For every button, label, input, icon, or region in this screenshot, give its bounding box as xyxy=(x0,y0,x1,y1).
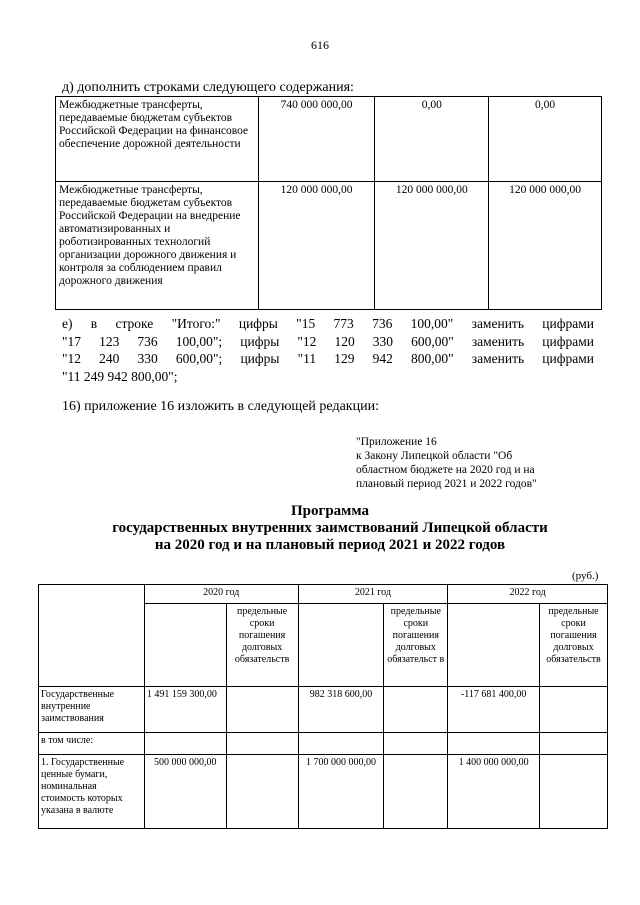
header-amount-2021 xyxy=(298,604,384,687)
terms-2022 xyxy=(539,755,607,829)
terms-2020 xyxy=(226,687,298,733)
header-terms-2020: предельные сроки погашения долговых обязательств xyxy=(226,604,298,687)
text-e xyxy=(62,315,594,385)
terms-2020 xyxy=(226,733,298,755)
terms-2022 xyxy=(539,687,607,733)
table-row xyxy=(39,733,608,755)
title-line: государственных внутренних заимствований Липецкой области xyxy=(112,520,548,536)
borrowing-program-table xyxy=(38,584,608,829)
value-2022: 0,00 xyxy=(489,97,602,182)
page-number: 616 xyxy=(311,38,329,52)
row-name: Межбюджетные трансферты, передаваемые бюджетам субъектов Российской Федерации на финансовое обеспечение дорожной деятельности xyxy=(56,97,259,182)
appendix-note-line: плановый период 2021 и 2022 годов" xyxy=(356,478,537,490)
header-row xyxy=(39,585,608,604)
value-2020: 740 000 000,00 xyxy=(258,97,375,182)
text-e-line: "11 249 942 800,00"; xyxy=(62,368,178,384)
row-name: Межбюджетные трансферты, передаваемые бюджетам субъектов Российской Федерации на внедрение автоматизированных и роботизированных технологий организации дорожного движения и контроля за соблюдением правил дорожного движения xyxy=(56,182,259,310)
intro-text-d: д) дополнить строками следующего содержания: xyxy=(62,80,354,95)
header-terms-2022: предельные сроки погашения долговых обязательств xyxy=(539,604,607,687)
value-2022: 1 400 000 000,00 xyxy=(448,755,540,829)
terms-2022 xyxy=(539,733,607,755)
terms-2021 xyxy=(384,733,448,755)
row-name: 1. Государственные ценные бумаги, номинальная стоимость которых указана в валюте xyxy=(39,755,145,829)
value-2020: 120 000 000,00 xyxy=(258,182,375,310)
transfers-table xyxy=(55,96,602,310)
header-empty-cell xyxy=(39,585,145,687)
header-amount-2020 xyxy=(144,604,226,687)
value-2020 xyxy=(144,733,226,755)
text-16: 16) приложение 16 изложить в следующей редакции: xyxy=(62,399,379,414)
header-terms-2021: предельные сроки погашения долговых обязательст в xyxy=(384,604,448,687)
value-2021 xyxy=(298,733,384,755)
program-title xyxy=(0,503,640,554)
unit-label: (руб.) xyxy=(572,570,599,582)
value-2022: -117 681 400,00 xyxy=(448,687,540,733)
row-name: Государственные внутренние заимствования xyxy=(39,687,145,733)
text-e-line: "12 240 330 600,00"; цифры "11 129 942 800,00" заменить цифрами xyxy=(62,351,594,366)
header-2021: 2021 год xyxy=(298,585,448,604)
title-line: на 2020 год и на плановый период 2021 и 2022 годов xyxy=(154,537,506,553)
appendix-note xyxy=(356,435,616,491)
header-amount-2022 xyxy=(448,604,540,687)
title-line: Программа xyxy=(291,503,369,519)
appendix-note-line: областном бюджете на 2020 год и на xyxy=(356,464,535,476)
terms-2021 xyxy=(384,687,448,733)
table-row xyxy=(39,755,608,829)
text-e-line: е) в строке "Итого:" цифры "15 773 736 100,00" заменить цифрами xyxy=(62,316,594,331)
header-2020: 2020 год xyxy=(144,585,298,604)
value-2022 xyxy=(448,733,540,755)
value-2021: 982 318 600,00 xyxy=(298,687,384,733)
row-name: в том числе: xyxy=(39,733,145,755)
value-2020: 500 000 000,00 xyxy=(144,755,226,829)
value-2021: 1 700 000 000,00 xyxy=(298,755,384,829)
value-2020: 1 491 159 300,00 xyxy=(144,687,226,733)
value-2022: 120 000 000,00 xyxy=(489,182,602,310)
value-2021: 0,00 xyxy=(375,97,489,182)
table-row xyxy=(56,182,602,310)
terms-2020 xyxy=(226,755,298,829)
terms-2021 xyxy=(384,755,448,829)
appendix-note-line: к Закону Липецкой области "Об xyxy=(356,450,513,462)
table-row xyxy=(39,687,608,733)
header-2022: 2022 год xyxy=(448,585,608,604)
appendix-note-line: "Приложение 16 xyxy=(356,436,437,448)
value-2021: 120 000 000,00 xyxy=(375,182,489,310)
text-e-line: "17 123 736 100,00"; цифры "12 120 330 600,00" заменить цифрами xyxy=(62,333,594,349)
table-row xyxy=(56,97,602,182)
